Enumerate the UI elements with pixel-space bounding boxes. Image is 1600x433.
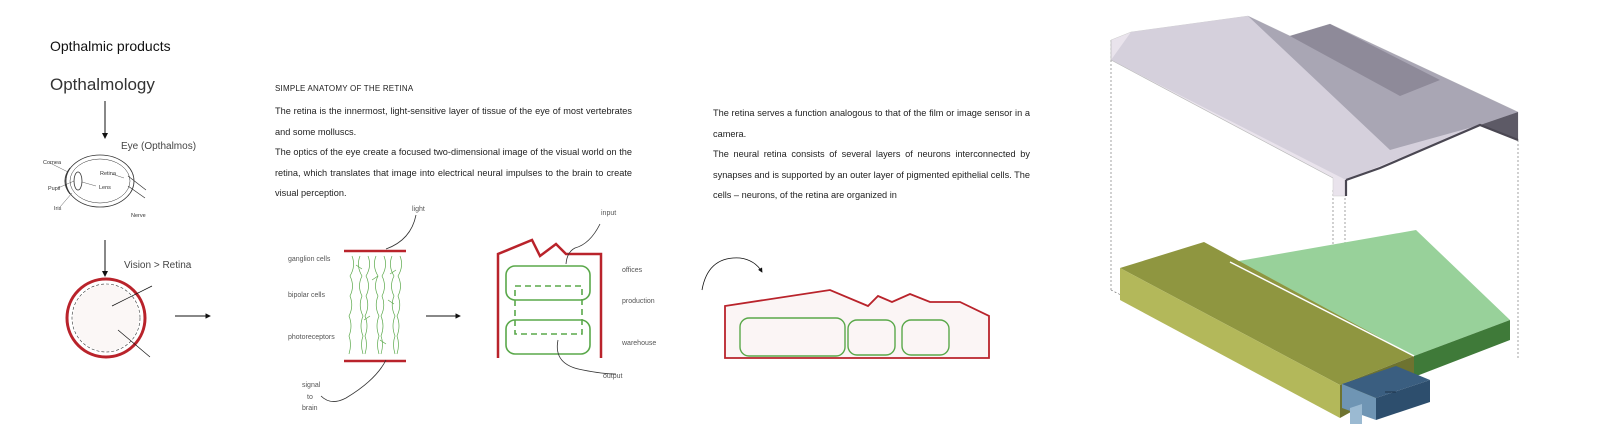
eye-part-lens: Lens bbox=[99, 185, 111, 191]
isometric-building bbox=[1111, 16, 1518, 424]
eye-part-pupil: Pupil bbox=[48, 186, 61, 192]
anatomy-title: SIMPLE ANATOMY OF THE RETINA bbox=[275, 84, 414, 93]
label-signal: signal bbox=[302, 382, 321, 389]
vision-label: Vision > Retina bbox=[124, 260, 192, 271]
section-heading: Opthalmic products bbox=[50, 38, 171, 54]
label-brain: brain bbox=[302, 405, 318, 412]
eye-part-nerve: Nerve bbox=[131, 213, 146, 219]
label-ganglion-cells: ganglion cells bbox=[288, 256, 331, 263]
label-production: production bbox=[622, 298, 655, 305]
retina-layers-diagram bbox=[321, 215, 416, 402]
eye-part-cornea: Cornea bbox=[43, 160, 62, 166]
label-to: to bbox=[307, 394, 313, 401]
curved-arrow bbox=[702, 258, 762, 290]
retina-circle bbox=[67, 279, 152, 357]
eye-diagram bbox=[50, 155, 146, 207]
label-offices: offices bbox=[622, 267, 643, 274]
right-paragraph-1: The retina serves a function analogous to that of the film or image sensor in a camera. bbox=[713, 108, 1030, 139]
label-bipolar-cells: bipolar cells bbox=[288, 292, 325, 299]
eye-part-iris: Iris bbox=[54, 206, 62, 212]
right-paragraph-2: The neural retina consists of several layers of neurons interconnected by synapses and is supported by an outer layer of pigmented epithelial cells. The cells – neurons, of the retina are organized in bbox=[713, 149, 1030, 200]
label-input: input bbox=[601, 210, 617, 217]
eye-label: Eye (Opthalmos) bbox=[121, 141, 197, 152]
label-warehouse: warehouse bbox=[622, 340, 657, 347]
label-photoreceptors: photoreceptors bbox=[288, 334, 335, 341]
anatomy-paragraph-2: The optics of the eye create a focused two-dimensional image of the visual world on the retina, which translates that image into electrical neural impulses to the brain to create visual perception. bbox=[275, 147, 632, 198]
subtitle-opthalmology: Opthalmology bbox=[50, 75, 155, 94]
eye-part-retina: Retina bbox=[100, 171, 116, 177]
long-building-section bbox=[725, 290, 989, 358]
building-section-diagram bbox=[498, 224, 616, 374]
label-output: output bbox=[603, 373, 623, 380]
label-light: light bbox=[412, 206, 425, 213]
anatomy-paragraph-1: The retina is the innermost, light-sensitive layer of tissue of the eye of most vertebrates and some molluscs. bbox=[275, 106, 632, 137]
